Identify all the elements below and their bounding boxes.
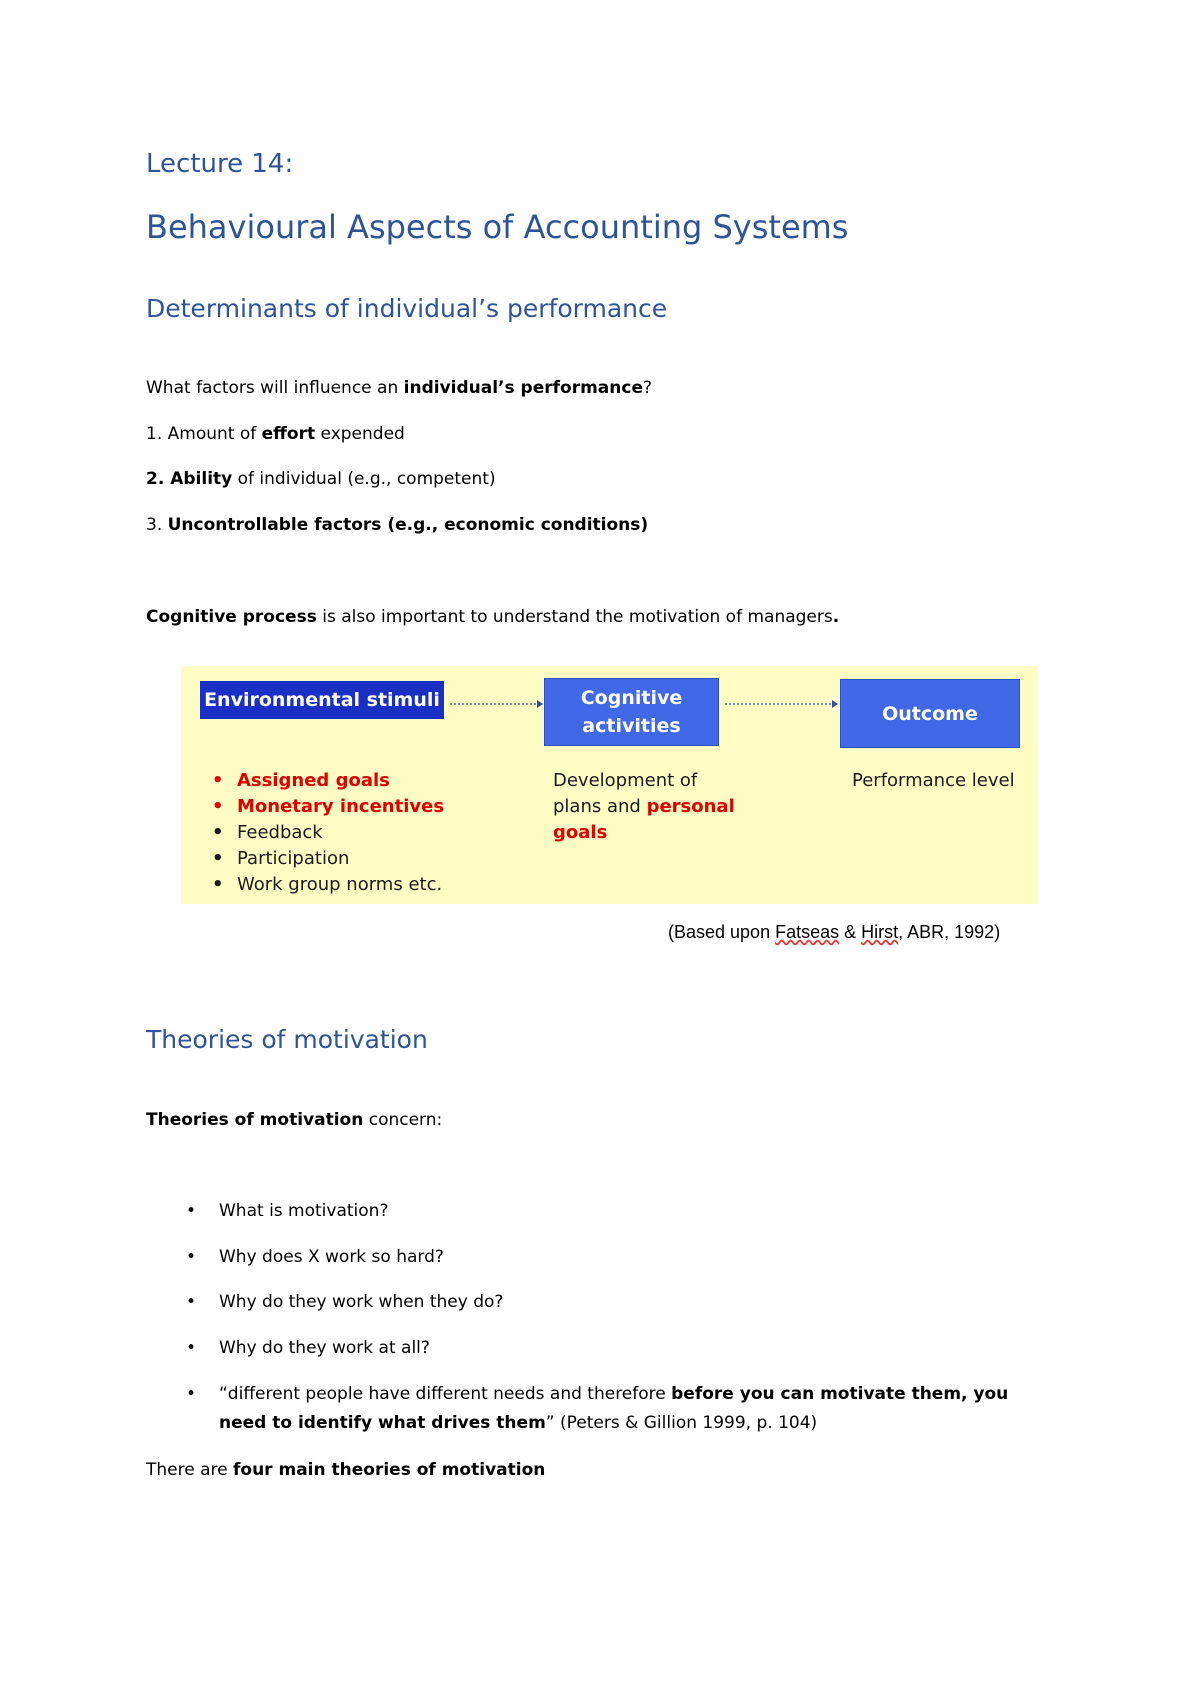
citation-text: (Based upon: [668, 922, 776, 942]
citation-author: Fatseas: [775, 922, 840, 942]
factor-number: 1.: [146, 424, 168, 444]
cognitive-label-line2: activities: [582, 715, 681, 737]
factor-bold: effort: [261, 424, 316, 444]
section-heading-theories: Theories of motivation: [146, 1025, 428, 1054]
section-heading-determinants: Determinants of individual’s performance: [146, 294, 668, 323]
quote-bold: need to identify what drives them: [219, 1413, 546, 1433]
factor-bold: Ability: [170, 469, 233, 489]
bullet-icon: •: [186, 1201, 197, 1221]
stimulus-item: • Assigned goals: [200, 768, 444, 794]
closing-text: There are: [146, 1460, 233, 1480]
stimulus-item: • Participation: [200, 846, 444, 872]
intro-question-bold: individual’s performance: [403, 378, 643, 398]
bullet-icon: •: [186, 1292, 197, 1312]
environmental-stimuli-label: Environmental stimuli: [204, 689, 440, 711]
factor-text: (e.g., economic conditions): [381, 515, 649, 535]
environmental-stimuli-list: [200, 768, 444, 898]
factor-text: expended: [315, 424, 405, 444]
factor-item: [146, 423, 405, 445]
quote-bold: before you can motivate them, you: [671, 1384, 1009, 1404]
quote-line-1: [219, 1380, 1008, 1409]
intro-question-text: What factors will influence an: [146, 378, 404, 398]
lecture-number: Lecture 14:: [146, 149, 294, 179]
cognitive-desc-line: Development of: [553, 770, 698, 791]
cognitive-label-line1: Cognitive: [580, 687, 683, 709]
factor-number: 2.: [146, 469, 171, 489]
theories-intro-bold: Theories of motivation: [146, 1110, 364, 1130]
cognitive-activities-description: [553, 768, 735, 846]
cognitive-text: is also important to understand the motivation of managers: [316, 607, 833, 627]
factor-text: of individual (e.g., competent): [232, 469, 496, 489]
intro-question-end: ?: [642, 378, 653, 398]
list-item-text: What is motivation?: [219, 1201, 389, 1221]
list-item-text: Why does X work so hard?: [219, 1247, 444, 1267]
factor-text: Amount of: [167, 424, 262, 444]
list-item-text: Why do they work at all?: [219, 1338, 430, 1358]
citation-text: , ABR, 1992): [898, 922, 1001, 942]
intro-question: [146, 377, 652, 399]
bullet-icon: •: [186, 1384, 197, 1404]
quote-line-2: [219, 1409, 817, 1438]
stimulus-item: • Feedback: [200, 820, 444, 846]
citation-text: &: [839, 922, 862, 942]
document-title: Behavioural Aspects of Accounting Systems: [146, 208, 849, 246]
theories-closing: [146, 1459, 545, 1481]
list-item-text: Why do they work when they do?: [219, 1292, 504, 1312]
cognitive-end: .: [832, 607, 840, 627]
cognitive-desc-line: plans and: [553, 796, 647, 817]
closing-bold: four main theories of motivation: [233, 1460, 546, 1480]
outcome-label: Outcome: [882, 702, 978, 725]
cognitive-desc-highlight: goals: [553, 822, 608, 843]
cognitive-bold: Cognitive process: [146, 607, 317, 627]
factor-item: [146, 514, 648, 536]
stimulus-item: • Monetary incentives: [200, 794, 444, 820]
quote-citation: ” (Peters & Gillion 1999, p. 104): [545, 1413, 818, 1433]
bullet-icon: •: [186, 1338, 197, 1358]
stimulus-item: • Work group norms etc.: [200, 872, 444, 898]
cognitive-process-diagram: [181, 666, 1038, 904]
theories-intro: [146, 1109, 442, 1131]
cognitive-process-line: [146, 606, 839, 628]
theories-intro-text: concern:: [363, 1110, 443, 1130]
arrowhead-icon: [832, 700, 838, 708]
factor-bold: Uncontrollable factors: [167, 515, 382, 535]
citation-author: Hirst: [861, 922, 899, 942]
factor-number: 3.: [146, 515, 168, 535]
cognitive-desc-highlight: personal: [646, 796, 735, 817]
factor-item: [146, 468, 496, 490]
arrowhead-icon: [537, 700, 543, 708]
quote-text: “different people have different needs and therefore: [219, 1384, 672, 1404]
bullet-icon: •: [186, 1247, 197, 1267]
outcome-desc-line: Performance level: [852, 770, 1015, 791]
diagram-source-citation: [668, 921, 1000, 943]
outcome-description: [852, 768, 1015, 794]
